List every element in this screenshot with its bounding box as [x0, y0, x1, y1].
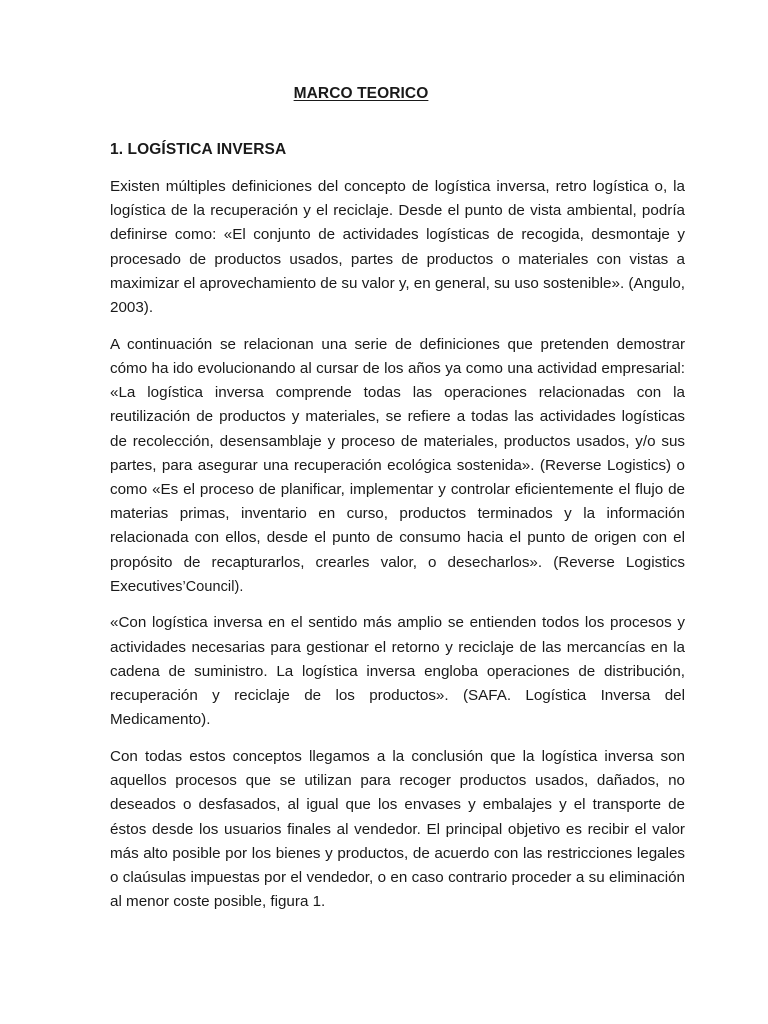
paragraph-2-reference-tail: ves’Council).: [159, 578, 244, 595]
document-title: MARCO TEORICO: [293, 85, 429, 102]
paragraph-2: [110, 333, 685, 599]
document-body: [110, 175, 685, 927]
paragraph-3: «Con logística inversa en el sentido más amplio se entienden todos los procesos y actividades necesarias para gestionar el retorno y reciclaje de las mercancías en la cadena de suministro. La logística inversa engloba operaciones de distribución, recuperación y reciclaje de los productos». (SAFA. Logística Inversa del Medicamento).: [110, 614, 685, 729]
paragraph-1: Existen múltiples definiciones del concepto de logística inversa, retro logística o, la logística de la recuperación y el reciclaje. Desde el punto de vista ambiental, podría definirse como: «El conjunto de actividades logísticas de recogida, desmontaje y procesado de productos usados, partes de productos o materiales con vistas a maximizar el aprovechamiento de su valor y, en general, su uso sostenible». (Angulo, 2003).: [110, 178, 685, 317]
section-heading: 1. LOGÍSTICA INVERSA: [110, 141, 287, 158]
paragraph-4: Con todas estos conceptos llegamos a la conclusión que la logística inversa son aquellos procesos que se utilizan para recoger productos usados, dañados, no deseados o desfasados, al igual que los envases y embalajes y el transporte de éstos desde los usuarios finales al vendedor. El principal objetivo es recibir el valor más alto posible por los bienes y productos, de acuerdo con las restricciones legales o claúsulas impuestas por el vendedor, o en caso contrario proceder a su eliminación al menor coste posible, figura 1.: [110, 747, 685, 911]
paragraph-2-text: A continuación se relacionan una serie de definiciones que pretenden demostrar cómo ha ido evolucionando al cursar de los años ya como una actividad empresarial: «La logística inversa comprende todas las operaciones relacionadas con la reutilización de productos y materiales, se refiere a todas las actividades logísticas de recolección, desensamblaje y proceso de materiales, productos usados, y/o sus partes, para asegurar una recuperación ecológica sostenida». (Reverse Logistics) o como «Es el proceso de planificar, implementar y controlar eficientemente el flujo de materias primas, inventario en curso, productos terminados y la información relacionada con ellos, desde el punto de consumo hacia el punto de origen con el propósito de recapturarlos, crearles valor, o desecharlos». (Reverse Logistics Executi: [110, 335, 685, 595]
